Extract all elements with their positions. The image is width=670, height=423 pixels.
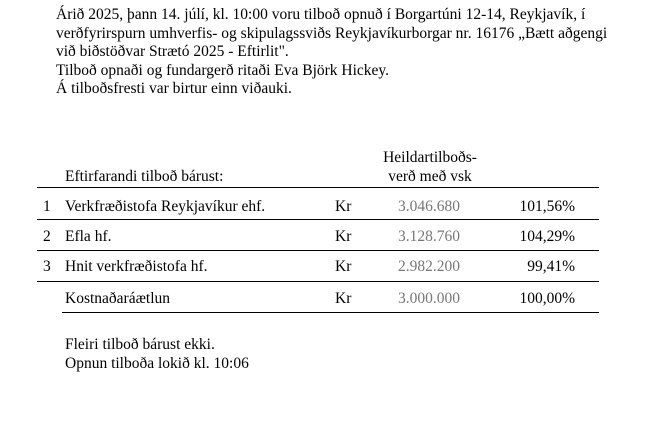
table-row	[0, 228, 670, 248]
bidder-name: Hnit verkfræðistofa hf.	[65, 258, 208, 275]
row-rule	[37, 219, 599, 220]
row-rule	[37, 250, 599, 251]
currency: Kr	[335, 258, 352, 275]
intro-paragraph	[56, 6, 646, 99]
intro-line: Tilboð opnaði og fundargerð ritaði Eva Björk Hickey.	[56, 61, 390, 79]
table-header-label: Eftirfarandi tilboð bárust:	[65, 168, 224, 185]
footer-line: Opnun tilboða lokið kl. 10:06	[65, 355, 249, 372]
row-number: 1	[43, 198, 51, 215]
estimate-amount: 3.000.000	[398, 290, 460, 307]
row-number: 2	[43, 228, 51, 245]
header-total-line2: verð með vsk	[388, 168, 472, 185]
bid-percent: 99,41%	[527, 258, 575, 275]
bidder-name: Verkfræðistofa Reykjavíkur ehf.	[65, 198, 266, 215]
bid-percent: 104,29%	[519, 228, 575, 245]
estimate-rule	[62, 312, 599, 313]
bid-percent: 101,56%	[519, 198, 575, 215]
header-total-line1: Heildartilboðs-	[383, 149, 477, 166]
intro-line: Árið 2025, þann 14. júlí, kl. 10:00 voru tilboð opnuð í Borgartúni 12-14, Reykjavík, í	[56, 6, 586, 23]
estimate-label: Kostnaðaráætlun	[65, 290, 171, 307]
currency: Kr	[335, 290, 352, 307]
table-header-total	[370, 148, 490, 186]
intro-line: við biðstöðvar Strætó 2025 - Eftirlit".	[56, 43, 289, 60]
row-number: 3	[43, 258, 51, 275]
bid-amount: 3.128.760	[398, 228, 460, 245]
bid-amount: 3.046.680	[398, 198, 460, 215]
currency: Kr	[335, 228, 352, 245]
row-rule	[37, 281, 599, 282]
intro-line: Á tilboðsfresti var birtur einn viðauki.	[56, 80, 292, 97]
estimate-percent: 100,00%	[519, 290, 575, 307]
table-row	[0, 258, 670, 278]
bid-amount: 2.982.200	[398, 258, 460, 275]
estimate-row	[0, 290, 670, 310]
footer-line: Fleiri tilboð bárust ekki.	[65, 336, 215, 353]
table-row	[0, 198, 670, 218]
header-rule	[37, 187, 599, 188]
currency: Kr	[335, 198, 352, 215]
footer-notes	[65, 335, 249, 373]
bidder-name: Efla hf.	[65, 228, 112, 245]
intro-line: verðfyrirspurn umhverfis- og skipulagssviðs Reykjavíkurborgar nr. 16176 „Bætt aðgengi	[56, 24, 608, 42]
